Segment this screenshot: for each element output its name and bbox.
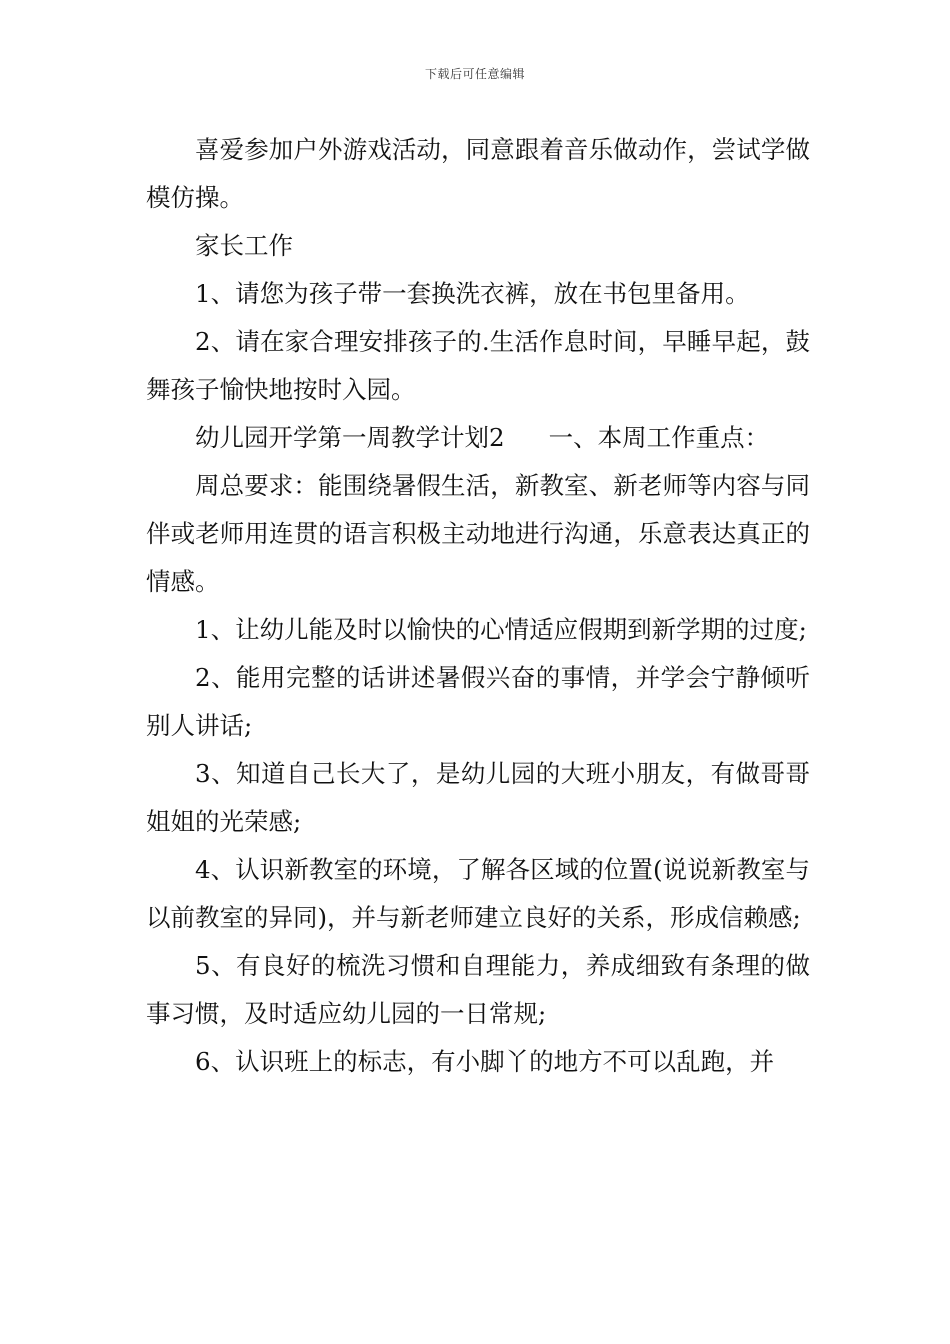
section-heading-parent-work: 家长工作	[195, 231, 293, 260]
plan-title-line	[146, 414, 810, 462]
list-item: 3、知道自己长大了，是幼儿园的大班小朋友，有做哥哥姐姐的光荣感;	[146, 759, 810, 836]
list-item: 5、有良好的梳洗习惯和自理能力，养成细致有条理的做事习惯，及时适应幼儿园的一日常规;	[146, 951, 810, 1028]
paragraph: 喜爱参加户外游戏活动，同意跟着音乐做动作，尝试学做模仿操。	[146, 135, 810, 212]
paragraph: 2、请在家合理安排孩子的.生活作息时间，早睡早起，鼓舞孩子愉快地按时入园。	[146, 327, 810, 404]
list-item: 6、认识班上的标志，有小脚丫的地方不可以乱跑，并	[195, 1047, 775, 1076]
list-item: 2、能用完整的话讲述暑假兴奋的事情，并学会宁静倾听别人讲话;	[146, 663, 810, 740]
document-body	[146, 126, 810, 1086]
list-item: 4、认识新教室的环境，了解各区域的位置(说说新教室与以前教室的异同)，并与新老师建立良好的关系，形成信赖感;	[146, 855, 810, 932]
page-header: 下载后可任意编辑	[424, 67, 525, 81]
paragraph: 1、请您为孩子带一套换洗衣裤，放在书包里备用。	[195, 279, 750, 308]
paragraph: 周总要求：能围绕暑假生活，新教室、新老师等内容与同伴或老师用连贯的语言积极主动地进行沟通，乐意表达真正的情感。	[146, 471, 810, 596]
weekly-focus-heading: 一、本周工作重点：	[548, 423, 770, 452]
plan-title: 幼儿园开学第一周教学计划2	[195, 423, 505, 452]
list-item: 1、让幼儿能及时以愉快的心情适应假期到新学期的过度;	[195, 615, 807, 644]
